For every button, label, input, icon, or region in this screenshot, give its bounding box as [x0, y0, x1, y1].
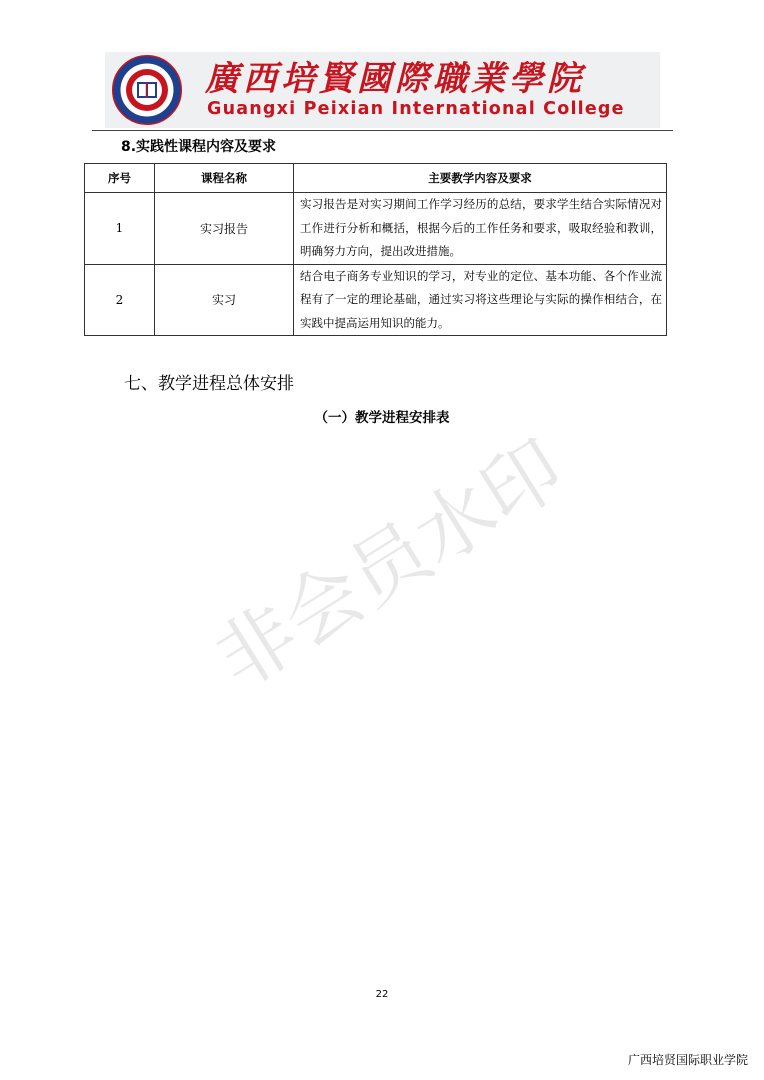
row-content: 结合电子商务专业知识的学习，对专业的定位、基本功能、各个作业流程有了一定的理论基础，通过实习将这些理论与实际的操作相结合，在实践中提高运用知识的能力。: [294, 264, 667, 336]
table-row: [85, 193, 667, 265]
footer-college-name: 广西培贤国际职业学院: [627, 1053, 748, 1067]
college-seal-logo: [112, 55, 182, 125]
header-divider: [92, 130, 673, 131]
row-content: 实习报告是对实习期间工作学习经历的总结，要求学生结合实际情况对工作进行分析和概括，根据今后的工作任务和要求，吸取经验和教训，明确努力方向，提出改进措施。: [294, 193, 667, 265]
section-heading: 8.实践性课程内容及要求: [121, 139, 277, 155]
schedule-subheading: （一）教学进程安排表: [314, 410, 450, 426]
college-banner: [105, 52, 660, 128]
column-header-content: 主要教学内容及要求: [294, 164, 667, 193]
college-name-chinese: 廣西培賢國際職業學院: [205, 59, 585, 99]
table-row: [85, 264, 667, 336]
college-name-english: Guangxi Peixian International College: [207, 99, 625, 119]
row-index: 2: [85, 264, 155, 336]
row-index: 1: [85, 193, 155, 265]
column-header-course-name: 课程名称: [155, 164, 294, 193]
watermark: 非会员水印: [200, 423, 580, 707]
column-header-index: 序号: [85, 164, 155, 193]
table-header-row: [85, 164, 667, 193]
row-course-name: 实习: [155, 264, 294, 336]
page-number: 22: [375, 989, 389, 1000]
row-course-name: 实习报告: [155, 193, 294, 265]
chapter-heading: 七、教学进程总体安排: [124, 374, 294, 394]
practical-courses-table: [84, 163, 667, 336]
